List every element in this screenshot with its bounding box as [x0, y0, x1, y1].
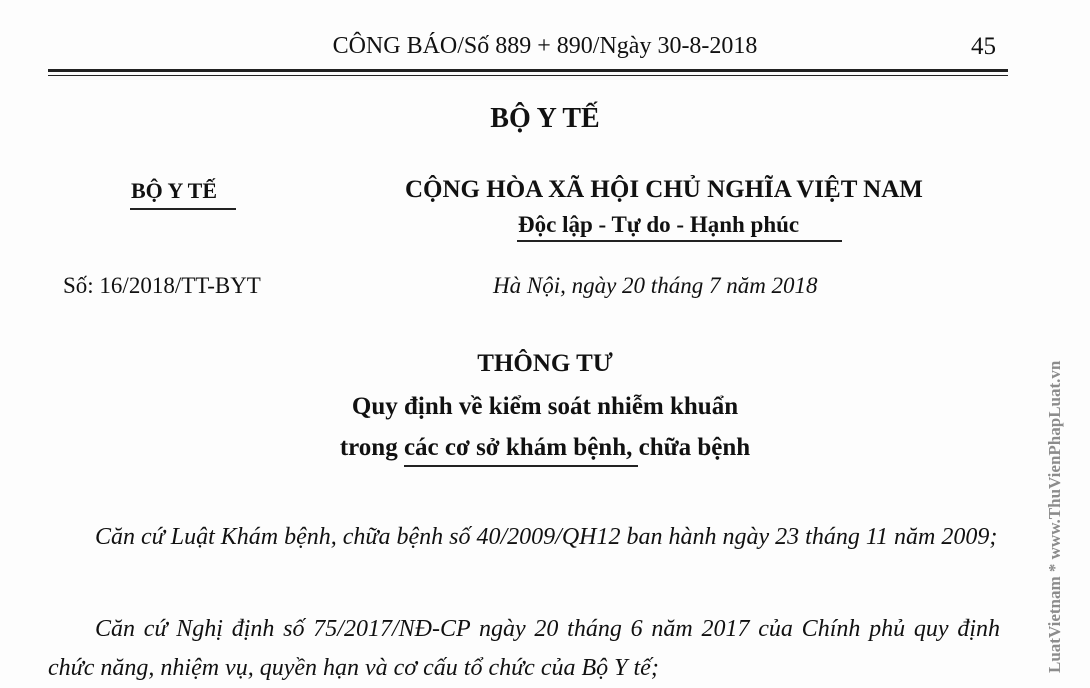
gazette-header: CÔNG BÁO/Số 889 + 890/Ngày 30-8-2018 [332, 33, 758, 59]
watermark-text: LuatVietnam * www.ThuVienPhapLuat.vn [1045, 360, 1064, 673]
document-type: THÔNG TƯ [477, 350, 613, 377]
ministry-underline [130, 208, 236, 210]
document-number: Số: 16/2018/TT-BYT [63, 273, 261, 298]
document-title-line2: trong các cơ sở khám bệnh, chữa bệnh [339, 434, 751, 461]
national-motto: Độc lập - Tự do - Hạnh phúc [518, 212, 800, 237]
ministry-name: BỘ Y TẾ [131, 178, 217, 203]
motto-underline [517, 240, 842, 242]
header-rule-thick [48, 69, 1008, 72]
body-paragraph-1: Căn cứ Luật Khám bệnh, chữa bệnh số 40/2009/QH12 ban hành ngày 23 tháng 11 năm 2009; [95, 524, 998, 550]
republic-name: CỘNG HÒA XÃ HỘI CHỦ NGHĨA VIỆT NAM [405, 176, 923, 203]
title-underline [404, 465, 638, 467]
body-paragraph-2: Căn cứ Nghị định số 75/2017/NĐ-CP ngày 20 tháng 6 năm 2017 của Chính phủ quy định chức năng, nhiệm vụ, quyền hạn và cơ cấu tổ chức của Bộ Y tế; [48, 616, 1000, 681]
place-date: Hà Nội, ngày 20 tháng 7 năm 2018 [493, 273, 818, 298]
document-title-line1: Quy định về kiểm soát nhiễm khuẩn [351, 393, 739, 420]
page-number: 45 [971, 33, 996, 60]
header-rule-thin [48, 75, 1008, 76]
issuer-heading: BỘ Y TẾ [490, 103, 600, 134]
